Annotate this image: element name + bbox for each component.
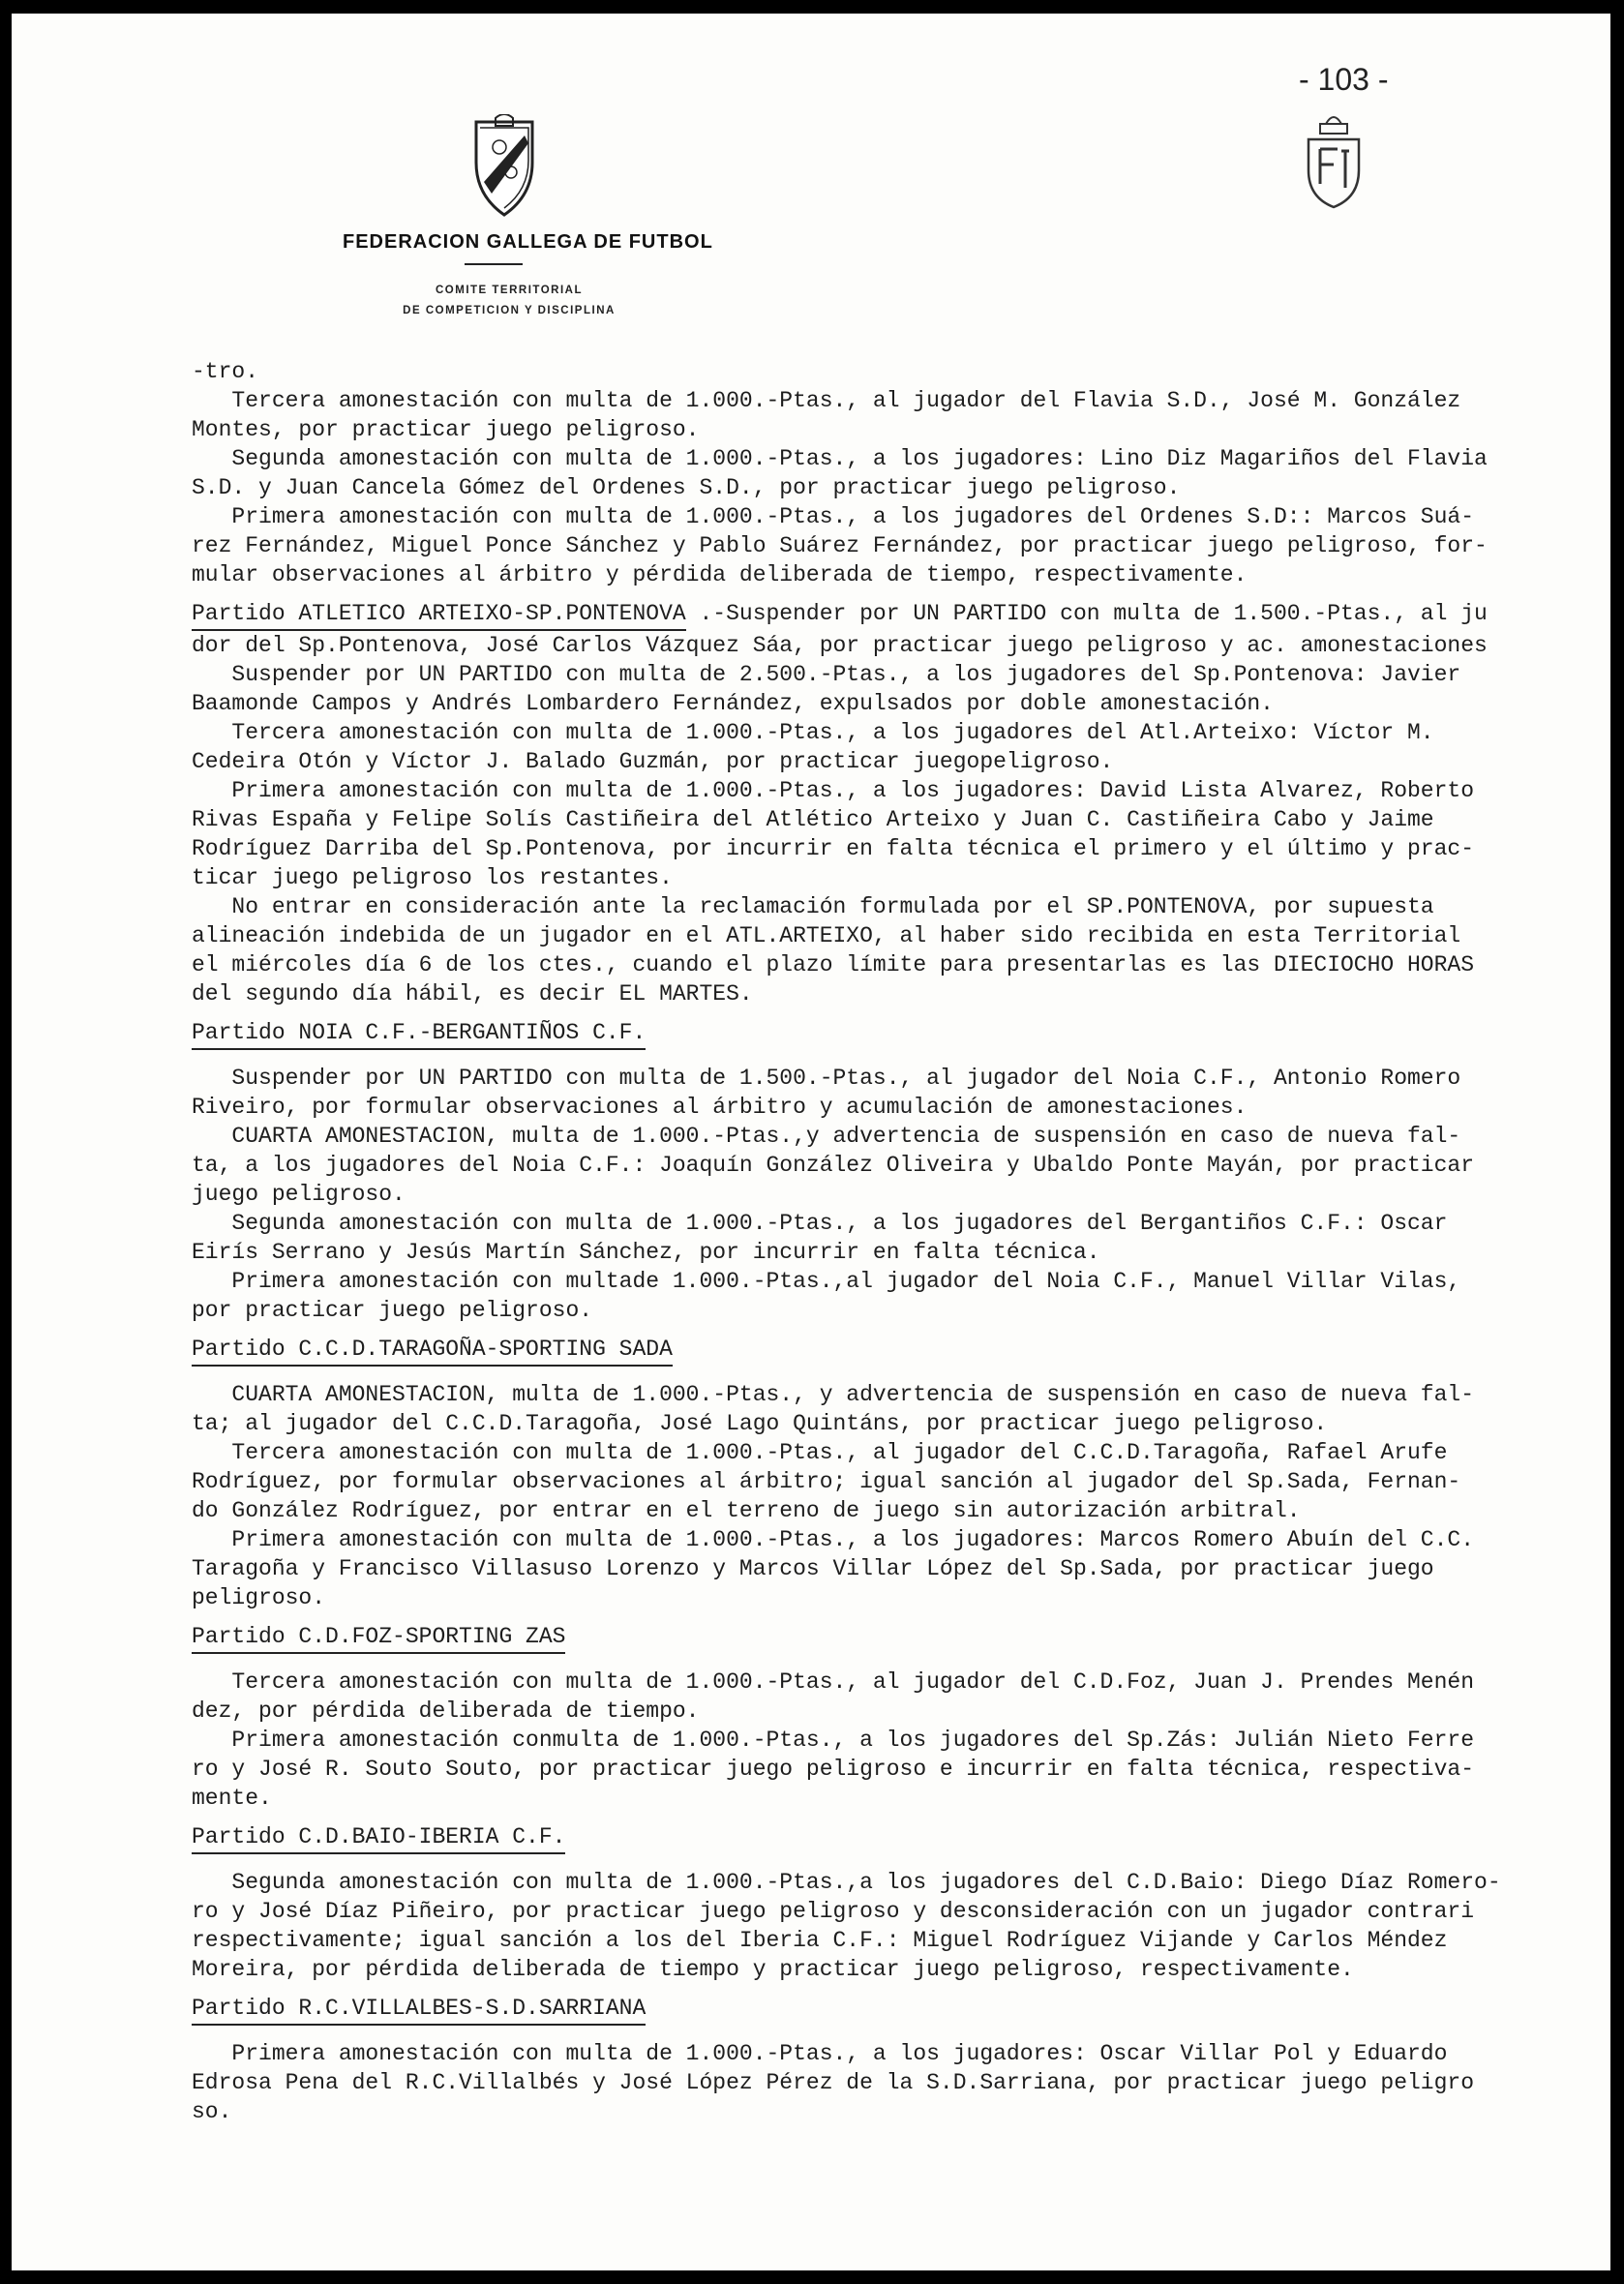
section-taragona-sada [192, 1335, 1585, 1612]
header-divider [465, 263, 523, 265]
body-line: ta; al jugador del C.C.D.Taragoña, José Lago Quintáns, por practicar juego peligroso. [192, 1411, 1328, 1436]
body-line: so. [192, 2099, 232, 2124]
body-line: mente. [192, 1786, 272, 1811]
body-line: Tercera amonestación con multa de 1.000.-Ptas., al jugador del C.C.D.Taragoña, Rafael Arufe [192, 1440, 1448, 1465]
section-foz-zas [192, 1622, 1585, 1813]
body-line: -tro. [192, 359, 259, 384]
committee-name [364, 281, 654, 321]
federation-name: FEDERACION GALLEGA DE FUTBOL [343, 231, 713, 253]
body-line: Segunda amonestación con multa de 1.000.-Ptas.,a los jugadores del C.D.Baio: Diego Díaz Romero- [192, 1870, 1501, 1895]
body-line: ro y José R. Souto Souto, por practicar juego peligroso e incurrir en falta técnica, respectiva- [192, 1757, 1475, 1782]
body-line: Baamonde Campos y Andrés Lombardero Fernández, expulsados por doble amonestación. [192, 691, 1274, 716]
body-line: ta, a los jugadores del Noia C.F.: Joaquín González Oliveira y Ubaldo Ponte Mayán, por practicar [192, 1153, 1475, 1178]
federation-crest-logo [1299, 110, 1368, 211]
page-number: - 103 - [1299, 62, 1389, 97]
match-heading: Partido C.D.BAIO-IBERIA C.F. [192, 1822, 565, 1854]
body-line: do González Rodríguez, por entrar en el terreno de juego sin autorización arbitral. [192, 1498, 1301, 1523]
match-heading: Partido C.C.D.TARAGOÑA-SPORTING SADA [192, 1335, 673, 1367]
body-line: Suspender por UN PARTIDO con multa de 2.500.-Ptas., a los jugadores del Sp.Pontenova: Javier [192, 662, 1461, 687]
body-line: respectivamente; igual sanción a los del Iberia C.F.: Miguel Rodríguez Vijande y Carlos Méndez [192, 1928, 1448, 1953]
document-body [192, 357, 1585, 2126]
section-noia-bergantinos [192, 1018, 1585, 1325]
body-line: No entrar en consideración ante la reclamación formulada por el SP.PONTENOVA, por supuesta [192, 894, 1434, 919]
body-line: Primera amonestación con multa de 1.000.-Ptas., a los jugadores: Marcos Romero Abuín del C.C. [192, 1527, 1475, 1552]
federation-shield-logo [470, 114, 538, 219]
body-line: por practicar juego peligroso. [192, 1298, 593, 1323]
body-line: Primera amonestación con multa de 1.000.-Ptas., a los jugadores: Oscar Villar Pol y Eduardo [192, 2041, 1448, 2066]
body-line: ticar juego peligroso los restantes. [192, 865, 673, 890]
body-line: alineación indebida de un jugador en el ATL.ARTEIXO, al haber sido recibida en esta Territorial [192, 923, 1461, 948]
body-line: Tercera amonestación con multa de 1.000.-Ptas., al jugador del Flavia S.D., José M. González [192, 388, 1461, 413]
body-line: peligroso. [192, 1585, 326, 1610]
body-line: Rodríguez Darriba del Sp.Pontenova, por incurrir en falta técnica el primero y el último y prac- [192, 836, 1475, 861]
body-line: Primera amonestación con multa de 1.000.-Ptas., a los jugadores: David Lista Alvarez, Roberto [192, 778, 1475, 803]
section-atletico-arteixo [192, 599, 1585, 1008]
match-heading: Partido R.C.VILLALBES-S.D.SARRIANA [192, 1994, 646, 2026]
body-line: CUARTA AMONESTACION, multa de 1.000.-Ptas.,y advertencia de suspensión en caso de nueva fal- [192, 1124, 1461, 1149]
body-line: Segunda amonestación con multa de 1.000.-Ptas., a los jugadores: Lino Diz Magariños del Flavia [192, 446, 1488, 471]
match-heading: Partido C.D.FOZ-SPORTING ZAS [192, 1622, 565, 1654]
body-line: Taragoña y Francisco Villasuso Lorenzo y Marcos Villar López del Sp.Sada, por practicar juego [192, 1556, 1434, 1581]
body-line: Cedeira Otón y Víctor J. Balado Guzmán, por practicar juegopeligroso. [192, 749, 1114, 774]
body-line: dor del Sp.Pontenova, José Carlos Vázquez Sáa, por practicar juego peligroso y ac. amonestaciones [192, 633, 1488, 658]
body-line: S.D. y Juan Cancela Gómez del Ordenes S.D., por practicar juego peligroso. [192, 475, 1181, 500]
body-line: ro y José Díaz Piñeiro, por practicar juego peligroso y desconsideración con un jugador contrari [192, 1899, 1475, 1924]
section-baio-iberia [192, 1822, 1585, 1984]
body-line: Tercera amonestación con multa de 1.000.-Ptas., al jugador del C.D.Foz, Juan J. Prendes Menén [192, 1669, 1475, 1695]
body-line: Primera amonestación conmulta de 1.000.-Ptas., a los jugadores del Sp.Zás: Julián Nieto Ferre [192, 1728, 1475, 1753]
opening-section [192, 357, 1585, 589]
body-line: Primera amonestación con multade 1.000.-Ptas.,al jugador del Noia C.F., Manuel Villar Vilas, [192, 1269, 1461, 1294]
body-line: Tercera amonestación con multa de 1.000.-Ptas., a los jugadores del Atl.Arteixo: Víctor M. [192, 720, 1434, 745]
body-line: Edrosa Pena del R.C.Villalbés y José López Pérez de la S.D.Sarriana, por practicar juego peligro [192, 2070, 1475, 2095]
body-line: dez, por pérdida deliberada de tiempo. [192, 1698, 700, 1724]
heading-continuation: .-Suspender por UN PARTIDO con multa de 1.500.-Ptas., al ju [685, 601, 1488, 626]
body-line: Segunda amonestación con multa de 1.000.-Ptas., a los jugadores del Bergantiños C.F.: Oscar [192, 1211, 1448, 1236]
body-line: Suspender por UN PARTIDO con multa de 1.500.-Ptas., al jugador del Noia C.F., Antonio Romero [192, 1066, 1461, 1091]
heading-line [192, 599, 1585, 631]
body-line: Riveiro, por formular observaciones al árbitro y acumulación de amonestaciones. [192, 1095, 1248, 1120]
body-line: rez Fernández, Miguel Ponce Sánchez y Pablo Suárez Fernández, por practicar juego peligroso, for- [192, 533, 1488, 558]
body-line: Eirís Serrano y Jesús Martín Sánchez, por incurrir en falta técnica. [192, 1240, 1100, 1265]
body-line: Rodríguez, por formular observaciones al árbitro; igual sanción al jugador del Sp.Sada, Fernan- [192, 1469, 1461, 1494]
body-line: juego peligroso. [192, 1182, 406, 1207]
committee-line: DE COMPETICION Y DISCIPLINA [403, 305, 616, 316]
body-line: CUARTA AMONESTACION, multa de 1.000.-Ptas., y advertencia de suspensión en caso de nueva fal- [192, 1382, 1475, 1407]
section-villalbes-sarriana [192, 1994, 1585, 2126]
body-line: del segundo día hábil, es decir EL MARTES. [192, 981, 753, 1007]
match-heading: Partido NOIA C.F.-BERGANTIÑOS C.F. [192, 1018, 646, 1050]
body-line: Primera amonestación con multa de 1.000.-Ptas., a los jugadores del Ordenes S.D:: Marcos Suá- [192, 504, 1475, 529]
committee-line: COMITE TERRITORIAL [435, 285, 583, 296]
body-line: Rivas España y Felipe Solís Castiñeira del Atlético Arteixo y Juan C. Castiñeira Cabo y Jaime [192, 807, 1434, 832]
document-page [12, 14, 1610, 2270]
body-line: Moreira, por pérdida deliberada de tiempo y practicar juego peligroso, respectivamente. [192, 1957, 1354, 1982]
body-line: Montes, por practicar juego peligroso. [192, 417, 700, 442]
body-line: mular observaciones al árbitro y pérdida deliberada de tiempo, respectivamente. [192, 562, 1248, 587]
match-heading: Partido ATLETICO ARTEIXO-SP.PONTENOVA [192, 599, 686, 631]
body-line: el miércoles día 6 de los ctes., cuando el plazo límite para presentarlas es las DIECIOCHO HORAS [192, 952, 1475, 977]
